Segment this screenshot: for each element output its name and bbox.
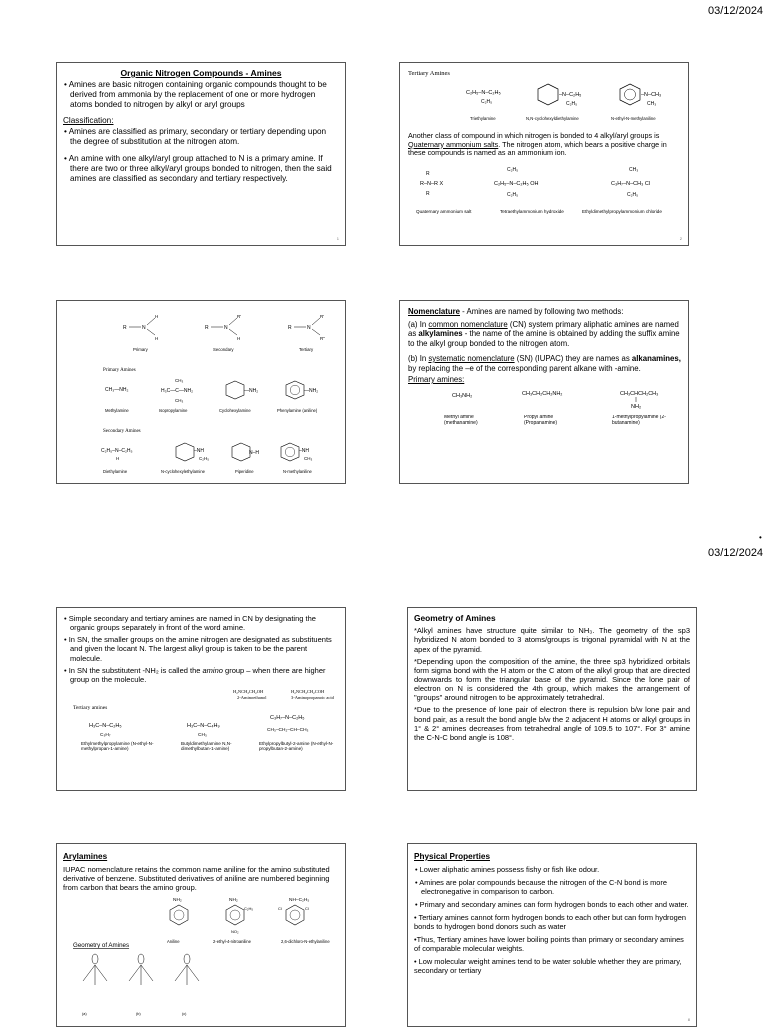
svg-text:CH₃: CH₃ [629, 167, 639, 174]
svg-text:NO₂: NO₂ [231, 929, 239, 935]
generic-primary-structure [123, 314, 158, 341]
slide-8-bullet-3: • Primary and secondary amines can form hydrogen bonds to each other and water. [415, 900, 689, 910]
name-butyldimethylamine: Butyldimethylamine N,N-dimethylbutan-1-amine) [181, 740, 232, 752]
label-primary: Primary [133, 347, 148, 352]
cyclohexane-ring-3 [176, 443, 194, 461]
benzene-ring-1-circle [625, 89, 636, 100]
common-end: - the name of the amine is obtained by adding the suffix amine to the alkyl group bonded to the nitrogen atom. [408, 329, 680, 348]
geometry-label-a: (a) [82, 1012, 87, 1017]
geometry-sketch-b [129, 954, 153, 985]
svg-text:R: R [426, 171, 430, 178]
ex-aminoethanol: H₂NCH₂CH₂OH [233, 688, 264, 694]
name-ethylmethylpropylamine: Ethylmethylpropylamine (N-ethyl-N-methylpropan-1-amine) [81, 740, 154, 752]
svg-text:R: R [426, 191, 430, 198]
slide-2-tertiary-quaternary [399, 62, 689, 246]
slide-8-bullet-1: • Lower aliphatic amines possess fishy or fish like odour. [415, 865, 600, 874]
dichloroethylaniline-ring [286, 905, 304, 925]
label-piperidine: Piperidine [235, 469, 254, 474]
structure-triethylamine-sub: C₂H₅ [481, 98, 493, 105]
formula-methylpropylamine-sub: NH₂ [631, 403, 642, 410]
structure-diethylamine: C₂H₅–N–C₂H₅ [101, 448, 133, 454]
structure-ethylmethylaniline-sub: CH₃ [647, 100, 657, 107]
name-propylamine: Propyl amine (Propanamine) [524, 414, 558, 426]
formula-propylamine: CH₃CH₂CH₂NH₂ [522, 390, 563, 397]
svg-text:H: H [116, 456, 120, 461]
name-methylpropylamine: 1-methylpropylamine (2-butanamine) [612, 414, 666, 426]
formula-methylpropylamine: CH₃CHCH₂CH₃ [620, 390, 659, 397]
slide-5-secondary-tertiary-naming [56, 607, 346, 791]
aniline-nh2: NH₂ [173, 898, 182, 904]
primary-amines-heading: Primary amines: [408, 375, 465, 384]
name-methylamine: Methyl amine (methanamine) [444, 414, 478, 426]
name-ethylpropylbutylamine: Ethylpropylbutyl-2-amine (N-ethyl-N-propylbutan-2-amine) [259, 740, 334, 752]
slide-1-classification-heading: Classification: [63, 116, 114, 126]
label-phenylamine: Phenylamine (aniline) [277, 408, 318, 413]
systematic-bold: alkanamines, [631, 354, 681, 363]
svg-text:C₂H₅: C₂H₅ [507, 192, 519, 199]
nomenclature-systematic [408, 354, 682, 373]
slide-2-quaternary-text [408, 132, 682, 158]
piperidine-ring [232, 443, 250, 461]
systematic-post: (SN) (IUPAC) they are names as [514, 354, 632, 363]
label-cyclohexylamine: Cyclohexylamine [219, 408, 251, 413]
bullet-3-emphasis: amino [202, 665, 223, 675]
structure-cyclohexylamine: —NH₂ [244, 388, 259, 394]
common-post: (CN) system primary aliphatic amines are named as [408, 319, 679, 338]
label-isopropylamine: Isopropylamine [159, 408, 188, 413]
label-diethylamine: Diethylamine [103, 469, 128, 474]
benzene-ring-1 [620, 84, 640, 105]
label-secondary: Secondary [213, 347, 234, 352]
structure-ethylmethylpropylamine: H₃C–N–C₂H₅ [89, 722, 122, 729]
nomenclature-common [408, 320, 682, 349]
qlabel-ethyldimethylpropylammonium: Ethyldimethylpropylammonium chloride [582, 209, 662, 215]
svg-text:H: H [155, 336, 159, 341]
slide-1-bullet-3: • An amine with one alkyl/aryl group attached to N is a primary amine. If there are two or three alkyl/aryl groups bonded to nitrogen, then the said amines are classified as secondary and tertiary respectively. [64, 154, 332, 184]
slide-2-quaternary-structures [406, 161, 682, 219]
slide-3-structures [63, 305, 341, 477]
structure-methylamine: CH₃—NH₂ [105, 387, 129, 393]
structure-cyclohexyldiethylamine: –N–C₂H₅ [559, 91, 582, 98]
label-triethylamine: Triethylamine [470, 115, 496, 121]
systematic-pre: (b) In [408, 354, 429, 363]
geometry-heading: Geometry of Amines [73, 942, 130, 950]
label-dichloroethylaniline: 2,6-dichloro-N-ethylaniline [281, 939, 330, 945]
svg-text:R: R [288, 325, 292, 331]
structure-cyclohexyldiethylamine-sub: C₂H₅ [566, 100, 578, 107]
slide-6-geometry [407, 607, 697, 791]
qlabel-quaternary-salt: Quaternary ammonium salt [416, 209, 472, 215]
generic-tertiary-structure [288, 314, 325, 341]
svg-text:H: H [237, 336, 241, 341]
geometry-label-b: (b) [136, 1012, 141, 1017]
slide-1-bullet-1: • Amines are basic nitrogen containing organic compounds thought to be derived from ammonia by the replacement of one or more hydrogen atoms bonded to nitrogen by alkyl or aryl groups [64, 80, 327, 110]
slide-2-tertiary-structures [406, 78, 682, 132]
slide-8-bullet-4: • Tertiary amines cannot form hydrogen bonds to each other but can form hydrogen bonds to hydrogen bond donors such as water [414, 913, 686, 932]
svg-text:N: N [142, 325, 146, 331]
svg-text:R': R' [320, 314, 325, 319]
svg-text:R': R' [237, 314, 242, 319]
geometry-sketch-a [83, 954, 107, 985]
slide-4-nomenclature [399, 300, 689, 484]
slide-5-bullet-3 [63, 666, 339, 684]
common-bold: alkylamines [418, 329, 463, 338]
slide-8-physical-properties [407, 843, 697, 1027]
structure-butyldimethylamine: H₃C–N–C₄H₉ [187, 722, 220, 729]
benzene-ring-2 [286, 381, 304, 399]
slide-1-title: Organic Nitrogen Compounds - Amines [120, 68, 282, 78]
slide-2-heading: Tertiary Amines [408, 70, 450, 77]
dichloroethylaniline-nh: NH–C₂H₅ [289, 898, 310, 904]
label-cyclohexylethylamine: N-cyclohexylethylamine [161, 469, 205, 474]
slide-7-heading: Arylamines [63, 852, 108, 861]
nomenclature-heading: Nomenclature [408, 307, 460, 316]
svg-text:CH₃: CH₃ [198, 732, 207, 738]
label-tertiary: Tertiary [299, 347, 314, 352]
svg-text:CH₃–CH₂–CH–CH₃: CH₃–CH₂–CH–CH₃ [267, 727, 309, 733]
quaternary-text-a: Another class of compound in which nitrogen is bonded to 4 alkyl/aryl groups is [408, 130, 660, 140]
secondary-amines-heading: Secondary Amines [103, 429, 141, 434]
structure-triethylamine: C₂H₅–N–C₂H₅ [466, 89, 501, 96]
slide-1-bullet-2: • Amines are classified as primary, secondary or tertiary depending upon the degree of substitution at the nitrogen atom. [64, 127, 327, 147]
svg-text:C₂H₅: C₂H₅ [507, 167, 519, 174]
label-methylamine: Methylamine [105, 408, 129, 413]
primary-amines-heading: Primary Amines [103, 368, 136, 373]
slide-2-page-number: 2 [679, 236, 682, 242]
slide-6-paragraph-2: *Depending upon the composition of the amine, the three sp3 hybridized orbitals form sigma bond with the H atom or the C atom of the alkyl group that are directed downwards to form the triangular base of the pyramid. Since the lone pair of electron on N is considered the 4th group, which makes the arrangement of "groups" around nitrogen to be approximately tetrahedral. [414, 656, 690, 703]
structure-ethyldimethylpropylammonium: C₃H₇–N–CH₃ Cl [611, 181, 651, 188]
date-middle: 03/12/2024 [708, 547, 764, 559]
slide-8-page-number: 8 [687, 1017, 690, 1023]
slide-6-heading: Geometry of Amines [414, 613, 496, 623]
slide-5-bullet-1: • Simple secondary and tertiary amines are named in CN by designating the organic groups separately in front of the word amine. [64, 614, 316, 633]
ethylnitroaniline-nh2: NH₂ [229, 898, 238, 904]
tertiary-amines-heading: Tertiary amines [73, 704, 108, 711]
svg-text:C₂H₅: C₂H₅ [627, 192, 639, 199]
slide-7-structures [63, 895, 341, 1021]
bullet-3-pre: • In SN the substitutent -NH₂ is called the [64, 665, 203, 675]
systematic-end: by replacing the –e of the corresponding parent alkane with -amine. [408, 363, 641, 373]
structure-ethylpropylbutylamine: C₃H₇–N–C₂H₅ [270, 714, 305, 721]
common-underline: common nomenclature [428, 319, 508, 329]
structure-cyclohexylethylamine: –NH [194, 448, 205, 454]
slide-7-arylamines [56, 843, 346, 1027]
structure-tetraethylammonium: C₂H₅–N–C₂H₅ OH [494, 181, 539, 188]
structure-isopropylamine: H₃C—C—NH₂ [161, 388, 194, 394]
slide-5-examples [63, 687, 341, 773]
structure-phenylamine: —NH₂ [304, 388, 319, 394]
svg-text:H: H [155, 314, 159, 319]
slide-3-amine-classes [56, 300, 346, 484]
slide-4-primary-amine-examples [406, 385, 682, 441]
label-ethylmethylaniline: N-ethyl-N-methylaniline [611, 115, 656, 121]
svg-text:C₂H₅: C₂H₅ [244, 906, 253, 912]
structure-quaternary-salt: R–N–R X [420, 181, 444, 188]
label-methylaniline: N-methylaniline [283, 469, 312, 474]
cyclohexane-ring-1 [538, 84, 558, 105]
slide-8-bullet-6: • Low molecular weight amines tend to be water soluble whether they are primary, secondary or tertiary [414, 957, 682, 976]
slide-6-paragraph-3: *Due to the presence of lone pair of electron there is repulsion b/w lone pair and bond pair, as a result the bond angle b/w the 2 adjacent H atoms or alkyl groups in 1° & 2° amines decreases from tetrahedral angle of 109.5 to 107°. For 3° amine the C-N-C bond angle is 108°. [414, 705, 690, 742]
svg-text:C₂H₅: C₂H₅ [199, 456, 210, 461]
label-cyclohexyldiethylamine: N,N-cyclohexyldiethylamine [526, 115, 579, 121]
svg-text:CH₃: CH₃ [175, 398, 184, 403]
ex-aminoethanol-name: 2-Aminoethanol [237, 694, 267, 700]
svg-text:N: N [224, 325, 228, 331]
slide-1-page-number: 1 [336, 236, 339, 242]
quaternary-text-b: . The nitrogen atom, which bears a positive charge in these compounds is named as an ammonium ion. [408, 139, 667, 158]
slide-1-amines-intro [56, 62, 346, 246]
svg-text:Cl: Cl [305, 906, 309, 912]
svg-text:Cl: Cl [278, 906, 282, 912]
structure-ethylmethylaniline: –N–CH₃ [641, 91, 662, 98]
slide-6-paragraph-1: *Alkyl amines have structure quite similar to NH₃. The geometry of the sp3 hybridized N atom bonded to 3 atoms/groups is trigonal pyramidal with N at the apex of the pyramid. [414, 626, 690, 654]
label-aniline: Aniline [167, 939, 180, 945]
svg-text:CH₃: CH₃ [175, 378, 184, 383]
ex-aminopropanoic-name: 3-Aminopropanoic acid [291, 694, 334, 700]
svg-text:R: R [205, 325, 209, 331]
cyclohexane-ring-2 [226, 381, 244, 399]
svg-text:R'': R'' [320, 336, 325, 341]
nomenclature-intro [408, 307, 682, 317]
structure-methylaniline: –NH [299, 448, 310, 454]
slide-8-bullet-2: • Amines are polar compounds because the nitrogen of the C-N bond is more electronegative in comparison to carbon. [415, 878, 667, 897]
slide-5-bullet-2: • In SN, the smaller groups on the amine nitrogen are designated as substituents and given the locant N. The largest alkyl group is taken to be the parent molecule. [64, 635, 332, 663]
ex-aminopropanoic: H₂NCH₂CH₂COH [291, 688, 325, 694]
geometry-label-c: (c) [182, 1012, 187, 1017]
nomenclature-intro-text: - Amines are named by following two methods: [460, 307, 624, 316]
geometry-sketch-c [175, 954, 199, 985]
bullet-3-post: group – when there are higher group on the molecule. [70, 665, 326, 684]
ethylnitroaniline-ring [226, 905, 244, 925]
systematic-underline: systematic nomenclature [428, 354, 515, 363]
svg-text:C₃H₇: C₃H₇ [100, 732, 111, 738]
date-top: 03/12/2024 [708, 5, 764, 17]
svg-text:R: R [123, 325, 127, 331]
label-ethylnitroaniline: 2-ethyl-4-nitroaniline [213, 939, 251, 945]
quaternary-text-underline: Quaternary ammonium salts [408, 139, 499, 149]
common-pre: (a) In [408, 319, 429, 329]
benzene-ring-3 [281, 443, 299, 461]
slide-7-text: IUPAC nomenclature retains the common name aniline for the amino substituted derivative of benzene. Substituted derivatives of aniline are numbered beginning from carbon that bears the amino group. [63, 865, 330, 893]
slide-8-bullet-5: •Thus, Tertiary amines have lower boiling points than primary or secondary amines of comparable molecular weights. [414, 935, 684, 954]
date-marker: • [759, 533, 762, 542]
slide-8-heading: Physical Properties [414, 852, 490, 861]
generic-secondary-structure [205, 314, 241, 341]
aniline-ring [170, 905, 188, 925]
svg-text:CH₃: CH₃ [304, 456, 313, 461]
qlabel-tetraethylammonium: Tetraethylammonium hydroxide [500, 209, 564, 215]
svg-text:N: N [307, 325, 311, 331]
formula-methylamine: CH₃NH₂ [452, 392, 473, 399]
structure-piperidine: N–H [249, 450, 260, 456]
